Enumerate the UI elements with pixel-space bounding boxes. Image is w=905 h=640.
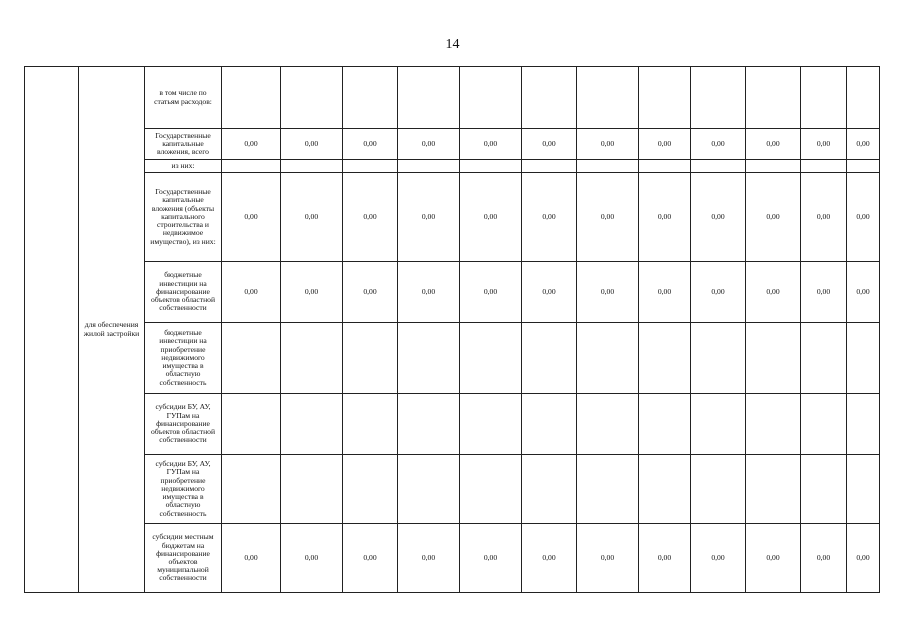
table-row (25, 67, 880, 129)
value-cell (691, 323, 746, 394)
value-cell: 0,00 (577, 173, 639, 262)
value-cell (577, 67, 639, 129)
value-cell: 0,00 (460, 173, 522, 262)
value-cell (398, 394, 460, 455)
value-cell (801, 455, 847, 524)
value-cell (343, 160, 398, 173)
value-cell: 0,00 (801, 173, 847, 262)
value-cell (460, 160, 522, 173)
program-name-cell: для обеспечения жилой застройки (79, 67, 145, 593)
value-cell: 0,00 (639, 129, 691, 160)
value-cell: 0,00 (746, 262, 801, 323)
value-cell: 0,00 (847, 129, 880, 160)
budget-table (24, 66, 880, 593)
value-cell (577, 455, 639, 524)
value-cell: 0,00 (746, 524, 801, 593)
value-cell (281, 160, 343, 173)
value-cell: 0,00 (222, 129, 281, 160)
value-cell: 0,00 (460, 524, 522, 593)
expense-item-label: субсидии БУ, АУ, ГУПам на приобретение недвижимого имущества в областную собственность (145, 455, 222, 524)
table-row (25, 173, 880, 262)
value-cell (343, 323, 398, 394)
value-cell (639, 160, 691, 173)
table-row (25, 323, 880, 394)
value-cell (746, 160, 801, 173)
value-cell: 0,00 (691, 173, 746, 262)
value-cell (398, 67, 460, 129)
value-cell (222, 394, 281, 455)
value-cell: 0,00 (343, 173, 398, 262)
value-cell: 0,00 (847, 262, 880, 323)
value-cell (460, 455, 522, 524)
value-cell (222, 323, 281, 394)
table-row (25, 455, 880, 524)
table-row (25, 394, 880, 455)
value-cell (801, 394, 847, 455)
table-row (25, 524, 880, 593)
value-cell: 0,00 (222, 173, 281, 262)
value-cell (522, 67, 577, 129)
value-cell: 0,00 (691, 262, 746, 323)
value-cell: 0,00 (460, 262, 522, 323)
value-cell (460, 67, 522, 129)
row-number-cell (25, 67, 79, 593)
value-cell: 0,00 (847, 173, 880, 262)
value-cell: 0,00 (746, 129, 801, 160)
value-cell: 0,00 (577, 524, 639, 593)
value-cell: 0,00 (281, 524, 343, 593)
value-cell (847, 67, 880, 129)
value-cell (577, 394, 639, 455)
value-cell (222, 455, 281, 524)
value-cell (522, 455, 577, 524)
value-cell (222, 160, 281, 173)
value-cell (343, 394, 398, 455)
value-cell (801, 67, 847, 129)
value-cell: 0,00 (639, 524, 691, 593)
expense-item-label: бюджетные инвестиции на приобретение недвижимого имущества в областную собственность (145, 323, 222, 394)
value-cell (577, 160, 639, 173)
value-cell: 0,00 (281, 262, 343, 323)
value-cell (746, 323, 801, 394)
value-cell: 0,00 (222, 524, 281, 593)
value-cell: 0,00 (281, 173, 343, 262)
value-cell (281, 394, 343, 455)
value-cell: 0,00 (639, 173, 691, 262)
value-cell: 0,00 (801, 129, 847, 160)
value-cell (746, 394, 801, 455)
value-cell (639, 394, 691, 455)
value-cell: 0,00 (577, 262, 639, 323)
value-cell: 0,00 (281, 129, 343, 160)
table-row (25, 262, 880, 323)
value-cell (847, 323, 880, 394)
value-cell: 0,00 (222, 262, 281, 323)
value-cell: 0,00 (801, 262, 847, 323)
page-number: 14 (445, 37, 460, 52)
value-cell (847, 455, 880, 524)
table-body (25, 67, 880, 593)
table-row (25, 129, 880, 160)
value-cell: 0,00 (343, 524, 398, 593)
value-cell: 0,00 (460, 129, 522, 160)
value-cell: 0,00 (639, 262, 691, 323)
expense-item-label: субсидии БУ, АУ, ГУПам на финансирование объектов областной собственности (145, 394, 222, 455)
value-cell (639, 67, 691, 129)
value-cell: 0,00 (522, 129, 577, 160)
value-cell (398, 455, 460, 524)
value-cell (281, 455, 343, 524)
value-cell (281, 323, 343, 394)
value-cell (522, 394, 577, 455)
value-cell (522, 160, 577, 173)
value-cell: 0,00 (398, 173, 460, 262)
value-cell: 0,00 (801, 524, 847, 593)
value-cell (343, 67, 398, 129)
value-cell: 0,00 (847, 524, 880, 593)
table-row (25, 160, 880, 173)
value-cell (746, 455, 801, 524)
value-cell (639, 323, 691, 394)
expense-item-label: субсидии местным бюджетам на финансирование объектов муниципальной собственности (145, 524, 222, 593)
value-cell (801, 160, 847, 173)
value-cell (691, 455, 746, 524)
value-cell (691, 394, 746, 455)
value-cell (847, 394, 880, 455)
expense-item-label: Государственные капитальные вложения (объекты капитального строительства и недвижимое имущество), из них: (145, 173, 222, 262)
value-cell (398, 160, 460, 173)
value-cell (522, 323, 577, 394)
value-cell: 0,00 (398, 262, 460, 323)
expense-item-label: Государственные капитальные вложения, всего (145, 129, 222, 160)
value-cell (343, 455, 398, 524)
expense-item-label: из них: (145, 160, 222, 173)
value-cell (847, 160, 880, 173)
expense-item-label: в том числе по статьям расходов: (145, 67, 222, 129)
value-cell (746, 67, 801, 129)
value-cell (577, 323, 639, 394)
value-cell (460, 394, 522, 455)
value-cell: 0,00 (343, 129, 398, 160)
value-cell (639, 455, 691, 524)
value-cell (691, 67, 746, 129)
value-cell: 0,00 (398, 129, 460, 160)
value-cell: 0,00 (577, 129, 639, 160)
value-cell: 0,00 (691, 129, 746, 160)
value-cell (460, 323, 522, 394)
expense-item-label: бюджетные инвестиции на финансирование объектов областной собственности (145, 262, 222, 323)
value-cell: 0,00 (398, 524, 460, 593)
value-cell (281, 67, 343, 129)
value-cell: 0,00 (522, 524, 577, 593)
value-cell (222, 67, 281, 129)
value-cell: 0,00 (746, 173, 801, 262)
value-cell: 0,00 (522, 173, 577, 262)
value-cell: 0,00 (522, 262, 577, 323)
value-cell (398, 323, 460, 394)
value-cell (691, 160, 746, 173)
value-cell: 0,00 (343, 262, 398, 323)
value-cell (801, 323, 847, 394)
value-cell: 0,00 (691, 524, 746, 593)
